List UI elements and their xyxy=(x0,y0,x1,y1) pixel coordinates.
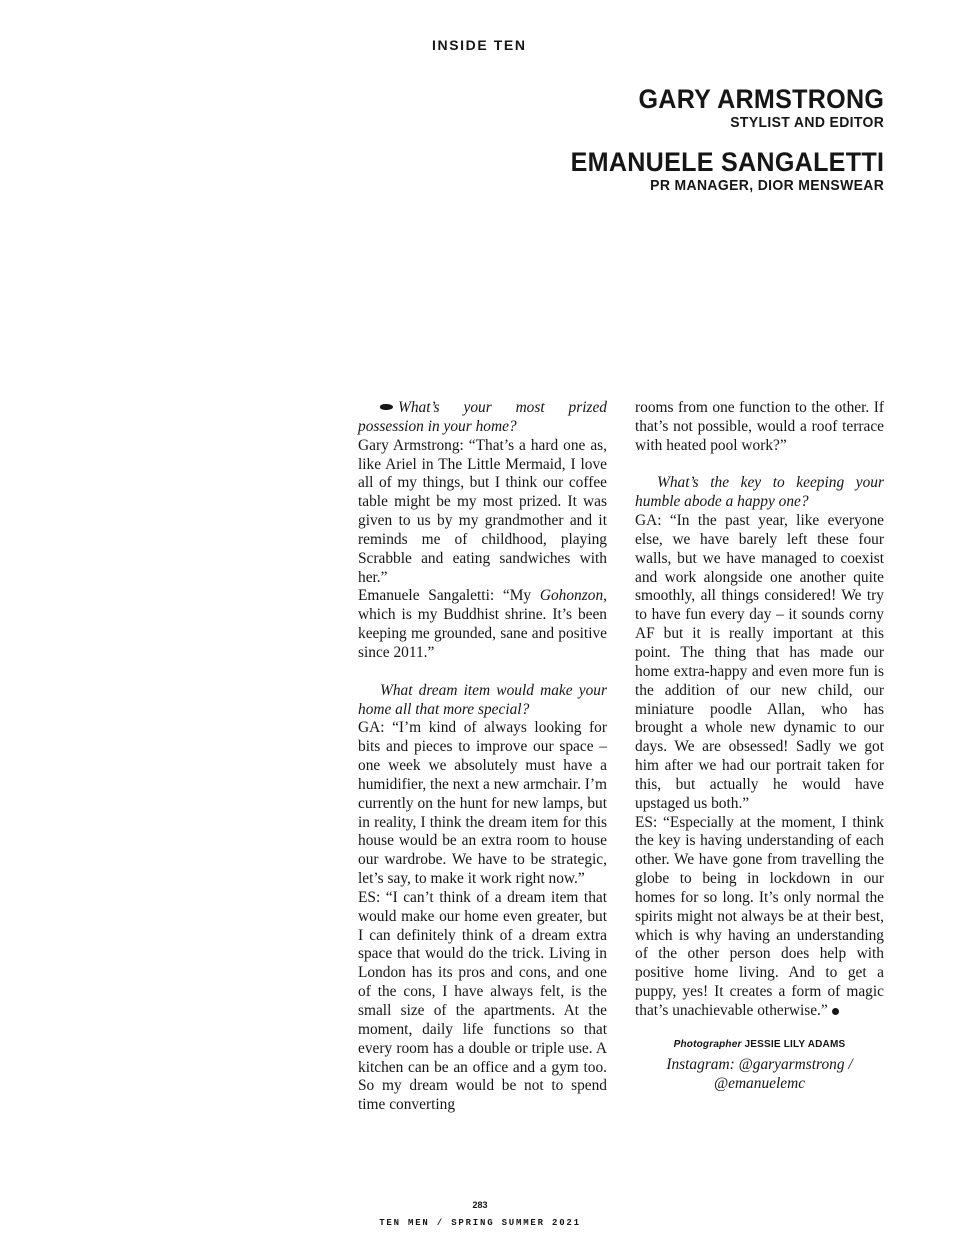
section-label: INSIDE TEN xyxy=(432,37,527,53)
end-dot-icon xyxy=(832,1008,839,1015)
answer xyxy=(358,587,607,662)
answer: GA: “In the past year, like everyone else, we have barely left these four walls, but we have managed to coexist and work alongside one another quite smoothly, all things considered! We try to have fun every day – it sounds corny AF but it is really important at this point. The thing that has made our home extra-happy and even more fun is the addition of our new child, our miniature poodle Allan, who has brought a whole new dynamic to our days. We are obsessed! Sadly we got him after we had our portrait taken for this, but actually he would have upstaged us both.” xyxy=(635,512,884,812)
text-column-right xyxy=(635,399,884,1093)
answer: rooms from one function to the other. If that’s not possible, would a roof terrace with heated pool work?” xyxy=(635,399,884,454)
instagram-handles: @emanuelemc xyxy=(713,1074,806,1092)
footer: TEN MEN / SPRING SUMMER 2021 xyxy=(379,1218,581,1228)
instagram-handles: Instagram: @garyarmstrong / xyxy=(666,1055,853,1073)
answer-text: , which is my Buddhist shrine. It’s been keeping me grounded, sane and positive since 2011.” xyxy=(358,587,607,661)
person-name: GARY ARMSTRONG xyxy=(638,84,884,114)
text-column-left xyxy=(358,399,607,1115)
answer: Gary Armstrong: “That’s a hard one as, like Ariel in The Little Mermaid, I love all of my things, but I think our coffee table might be my most prized. It was given to us by my grandmother and it reminds me of childhood, playing Scrabble and eating sandwiches with her.” xyxy=(358,436,607,586)
photographer-name: JESSIE LILY ADAMS xyxy=(744,1038,846,1050)
person-role: PR MANAGER, DIOR MENSWEAR xyxy=(649,177,884,194)
answer xyxy=(635,814,884,1021)
answer-text: Emanuele Sangaletti: “My xyxy=(358,587,540,605)
photographer-credit xyxy=(635,1035,884,1055)
question: What’s the key to keeping your humble abode a happy one? xyxy=(635,474,884,511)
question: What dream item would make your home all that more special? xyxy=(358,681,607,718)
credits xyxy=(635,1035,884,1093)
answer-emphasis: Gohonzon xyxy=(539,587,604,605)
answer: GA: “I’m kind of always looking for bits and pieces to improve our space – one week we absolutely must have a humidifier, the next a new armchair. I’m currently on the hunt for new lamps, but in reality, I think the dream item for this house would be an extra room to house our wardrobe. We have to be strategic, let’s say, to make it work right now.” xyxy=(358,719,607,888)
question xyxy=(358,399,607,437)
pointing-bullet-icon xyxy=(380,404,393,410)
answer-text: ES: “Especially at the moment, I think the key is having understanding of each other. We have gone from travelling the globe to being in lockdown in our homes for so long. It’s only normal the spirits might not always be at their best, which is why having an understanding of the other person does help with positive home living. And to get a puppy, yes! It creates a form of magic that’s unachievable otherwise.” xyxy=(635,813,884,1019)
question-text: What’s your most prized possession in your home? xyxy=(358,399,607,435)
names-block xyxy=(547,84,884,210)
person-name: EMANUELE SANGALETTI xyxy=(570,147,884,177)
person-role: STYLIST AND EDITOR xyxy=(730,114,884,131)
photographer-label: Photographer xyxy=(673,1038,742,1050)
page-number: 283 xyxy=(472,1200,488,1210)
answer: ES: “I can’t think of a dream item that would make our home even greater, but I can definitely think of a dream extra space that would do the trick. Living in London has its pros and cons, and one of the cons, I have always felt, is the small size of the apartments. At the moment, daily life functions so that every room has a double or triple use. A kitchen can be an office and a gym too. So my dream would be not to spend time converting xyxy=(358,888,607,1114)
